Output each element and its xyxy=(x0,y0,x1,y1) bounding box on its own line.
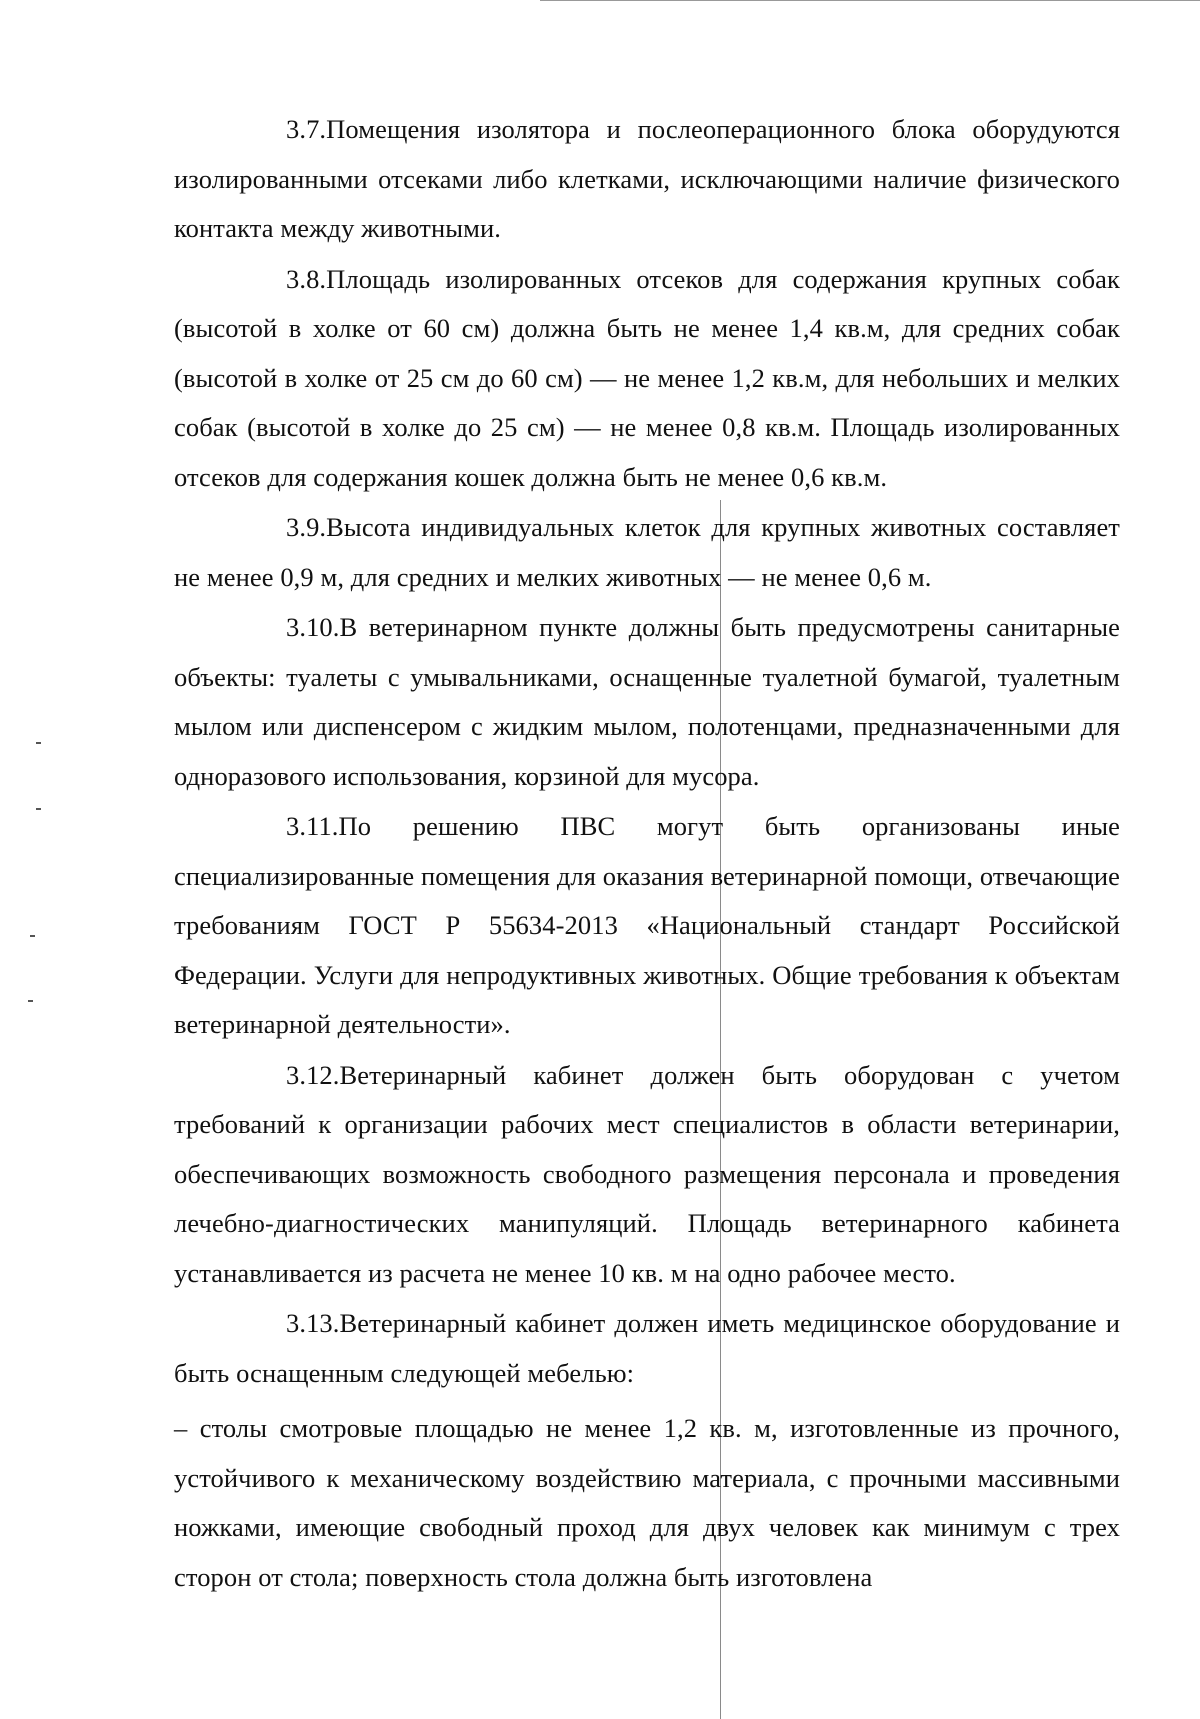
paragraph-text: Ветеринарный кабинет должен быть оборудован с учетом требований к организации рабочих мест специалистов в области ветеринарии, обеспечивающих возможность свободного размещения персонала и проведения лечебно-диагностических манипуляций. Площадь ветеринарного кабинета устанавливается из расчета не менее 10 кв. м на одно рабочее место. xyxy=(174,1059,1120,1288)
list-item-exam-tables xyxy=(174,1404,1120,1602)
document-body xyxy=(174,105,1120,1603)
paragraph-3-7 xyxy=(174,105,1120,254)
list-dash: – xyxy=(174,1413,188,1443)
paragraph-3-13 xyxy=(174,1299,1120,1398)
paragraph-number: 3.10. xyxy=(286,612,340,642)
paragraph-number: 3.13. xyxy=(286,1308,340,1338)
paragraph-3-11 xyxy=(174,802,1120,1050)
paragraph-number: 3.9. xyxy=(286,512,327,542)
paragraph-3-9 xyxy=(174,503,1120,602)
paragraph-number: 3.11. xyxy=(286,811,339,841)
scan-top-rule xyxy=(540,0,1200,1)
paragraph-3-12 xyxy=(174,1051,1120,1299)
paragraph-text: По решению ПВС могут быть организованы иные специализированные помещения для оказания ветеринарной помощи, отвечающие требованиям ГОСТ Р 55634-2013 «Национальный стандарт Российской Федерации. Услуги для непродуктивных животных. Общие требования к объектам ветеринарной деятельности». xyxy=(174,811,1120,1039)
scan-speck xyxy=(36,742,41,744)
scan-speck xyxy=(28,1000,33,1002)
list-item-text: столы смотровые площадью не менее 1,2 кв. м, изготовленные из прочного, устойчивого к механическому воздействию материала, с прочными массивными ножками, имеющие свободный проход для двух человек как минимум с трех сторон от стола; поверхность стола должна быть изготовлена xyxy=(174,1413,1120,1592)
paragraph-text: Площадь изолированных отсеков для содержания крупных собак (высотой в холке от 60 см) должна быть не менее 1,4 кв.м, для средних собак (высотой в холке от 25 см до 60 см) — не менее 1,2 кв.м, для небольших и мелких собак (высотой в холке до 25 см) — не менее 0,8 кв.м. Площадь изолированных отсеков для содержания кошек должна быть не менее 0,6 кв.м. xyxy=(174,263,1120,492)
paragraph-number: 3.12. xyxy=(286,1059,340,1090)
paragraph-number: 3.8. xyxy=(286,263,327,294)
paragraph-text: Помещения изолятора и послеоперационного блока оборудуются изолированными отсеками либо клетками, исключающими наличие физического контакта между животными. xyxy=(174,114,1120,243)
scan-speck xyxy=(36,808,41,810)
paragraph-text: В ветеринарном пункте должны быть предусмотрены санитарные объекты: туалеты с умывальниками, оснащенные туалетной бумагой, туалетным мылом или диспенсером с жидким мылом, полотенцами, предназначенными для одноразового использования, корзиной для мусора. xyxy=(174,612,1120,791)
scan-speck xyxy=(30,935,35,937)
paragraph-3-10 xyxy=(174,603,1120,801)
paragraph-text: Ветеринарный кабинет должен иметь медицинское оборудование и быть оснащенным следующей мебелью: xyxy=(174,1308,1120,1388)
paragraph-number: 3.7. xyxy=(286,114,327,144)
paragraph-3-8 xyxy=(174,255,1120,503)
paragraph-text: Высота индивидуальных клеток для крупных животных составляет не менее 0,9 м, для средних и мелких животных — не менее 0,6 м. xyxy=(174,512,1120,592)
